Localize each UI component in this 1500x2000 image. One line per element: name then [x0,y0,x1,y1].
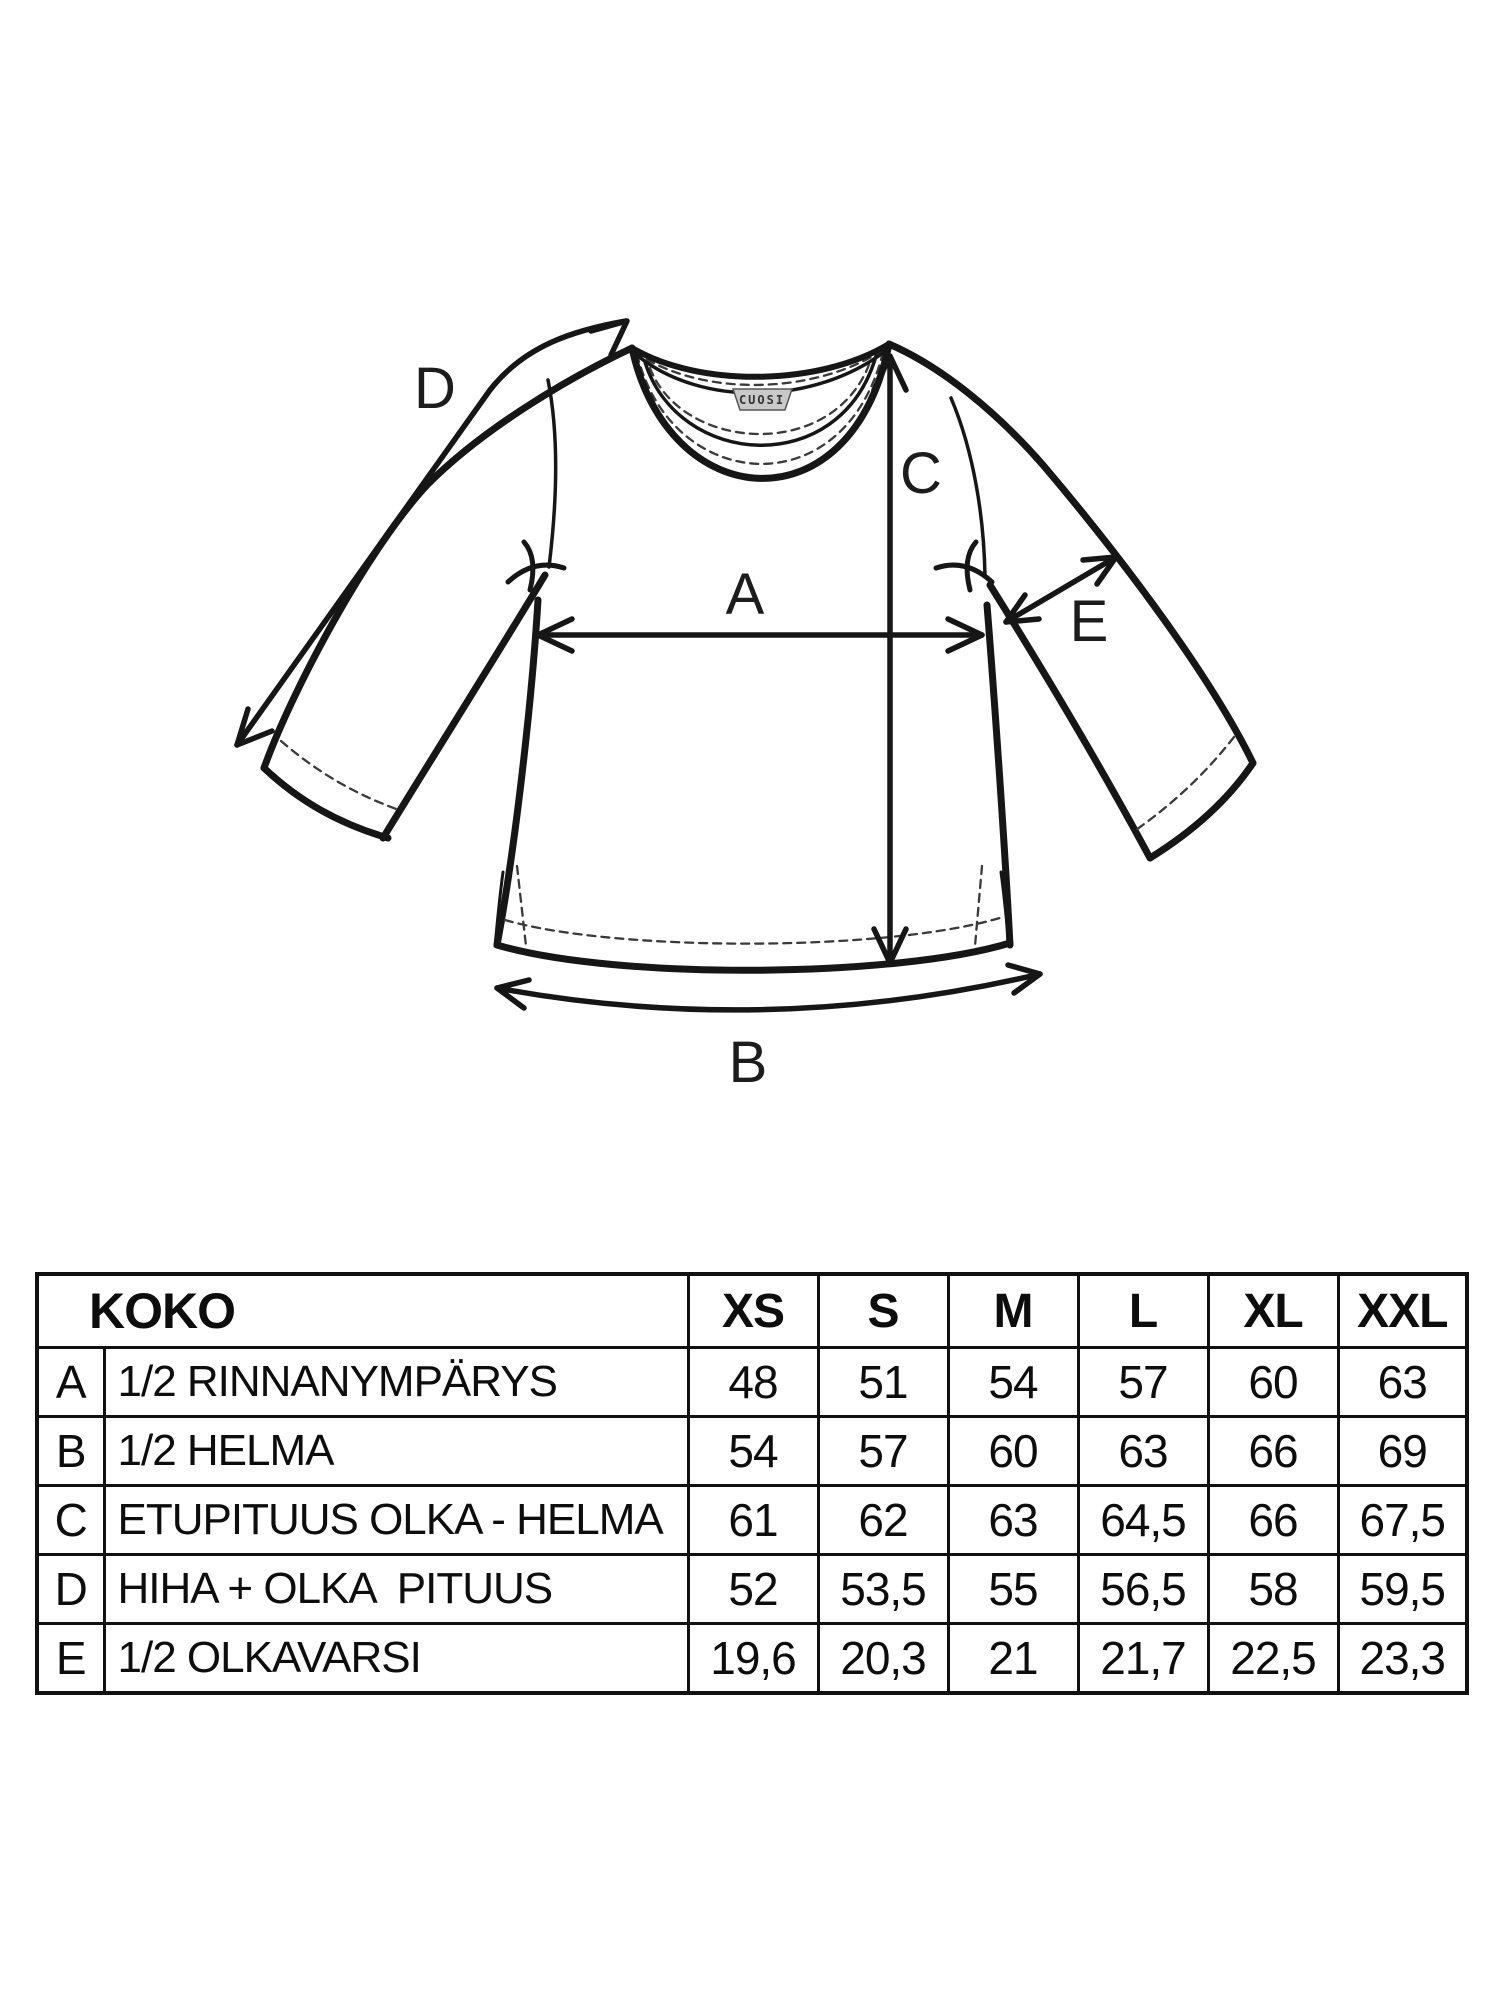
measurement-label-cell: HIHA + OLKA PITUUS [104,1555,688,1624]
measurement-label-cell: ETUPITUUS OLKA - HELMA [104,1486,688,1555]
value-cell: 62 [818,1486,948,1555]
shirt-outline [264,344,1253,970]
table-row [37,1417,1467,1486]
value-cell: 21,7 [1078,1624,1208,1694]
brand-tag-text: CUOSI [738,393,786,407]
collar-group [632,344,889,478]
size-header-l: L [1078,1274,1208,1348]
row-letter-cell: C [37,1486,104,1555]
value-cell: 56,5 [1078,1555,1208,1624]
value-cell: 53,5 [818,1555,948,1624]
table-row [37,1348,1467,1417]
size-table [35,1272,1469,1695]
value-cell: 61 [688,1486,818,1555]
row-letter-cell: B [37,1417,104,1486]
value-cell: 54 [948,1348,1078,1417]
measure-label-e: E [1069,589,1109,654]
table-header-row [37,1274,1467,1348]
brand-tag [733,389,792,410]
value-cell: 48 [688,1348,818,1417]
value-cell: 63 [1078,1417,1208,1486]
measurement-label-cell: 1/2 RINNANYMPÄRYS [104,1348,688,1417]
row-letter-cell: E [37,1624,104,1694]
value-cell: 54 [688,1417,818,1486]
value-cell: 52 [688,1555,818,1624]
value-cell: 22,5 [1208,1624,1338,1694]
value-cell: 19,6 [688,1624,818,1694]
size-header-xs: XS [688,1274,818,1348]
value-cell: 21 [948,1624,1078,1694]
value-cell: 57 [818,1417,948,1486]
value-cell: 51 [818,1348,948,1417]
table-row [37,1486,1467,1555]
measure-label-d: D [414,356,456,421]
value-cell: 58 [1208,1555,1338,1624]
value-cell: 23,3 [1338,1624,1467,1694]
measure-label-a: A [725,562,765,627]
value-cell: 66 [1208,1486,1338,1555]
table-row [37,1555,1467,1624]
value-cell: 57 [1078,1348,1208,1417]
value-cell: 20,3 [818,1624,948,1694]
value-cell: 55 [948,1555,1078,1624]
value-cell: 66 [1208,1417,1338,1486]
size-header-xl: XL [1208,1274,1338,1348]
value-cell: 60 [948,1417,1078,1486]
size-header-m: M [948,1274,1078,1348]
value-cell: 60 [1208,1348,1338,1417]
row-letter-cell: D [37,1555,104,1624]
size-header-xxl: XXL [1338,1274,1467,1348]
measure-label-b: B [728,1030,768,1095]
table-row [37,1624,1467,1694]
measure-label-c: C [900,441,942,506]
value-cell: 64,5 [1078,1486,1208,1555]
value-cell: 67,5 [1338,1486,1467,1555]
size-column-header: KOKO [37,1274,688,1348]
value-cell: 63 [948,1486,1078,1555]
value-cell: 69 [1338,1417,1467,1486]
value-cell: 59,5 [1338,1555,1467,1624]
measurement-label-cell: 1/2 HELMA [104,1417,688,1486]
row-letter-cell: A [37,1348,104,1417]
measurement-label-cell: 1/2 OLKAVARSI [104,1624,688,1694]
value-cell: 63 [1338,1348,1467,1417]
size-header-s: S [818,1274,948,1348]
